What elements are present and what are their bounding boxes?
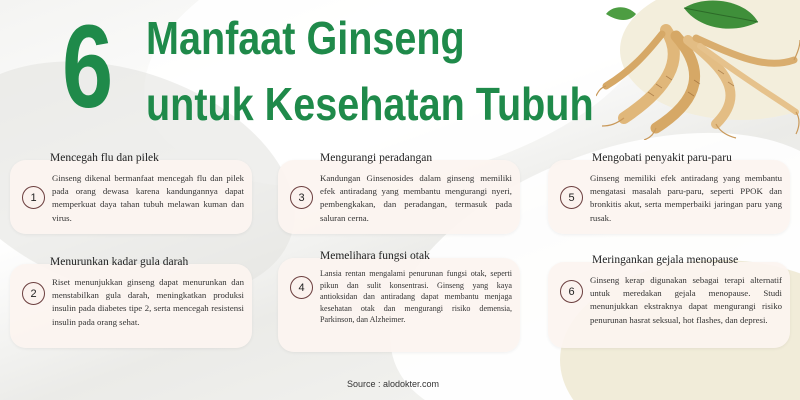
benefit-description: Ginseng memiliki efek antiradang yang membantu mengatasi masalah paru-paru, seperti PPOK dan bronkitis akut, serta memperbaiki jaringan paru yang rusak. <box>590 173 782 223</box>
benefit-number-badge: 4 <box>290 276 313 299</box>
benefit-description: Riset menunjukkan ginseng dapat menurunkan dan menstabilkan gula darah, meningkatkan produksi insulin pada diabetes tipe 2, serta mencegah resistensi insulin pada orang sehat. <box>52 277 244 327</box>
ginseng-root-illustration <box>596 0 800 140</box>
benefit-card-5 <box>548 152 790 234</box>
benefit-card-4 <box>278 250 520 352</box>
benefit-number-badge: 6 <box>560 280 583 303</box>
benefit-title: Meringankan gejala menopause <box>592 254 739 266</box>
benefit-title: Mengobati penyakit paru-paru <box>592 152 732 164</box>
benefit-description: Lansia rentan mengalami penurunan fungsi otak, seperti pikun dan sulit konsentrasi. Ginseng yang kaya antioksidan dan antiradang dapat membantu menjaga kesehatan otak dan mengurangi risiko demensia, Parkinson, dan Alzheimer. <box>320 269 512 325</box>
benefit-number-badge: 2 <box>22 282 45 305</box>
title-line-2: untuk Kesehatan Tubuh <box>146 78 594 130</box>
benefit-title: Mencegah flu dan pilek <box>50 152 159 164</box>
benefit-number-badge: 3 <box>290 186 313 209</box>
benefit-title: Memelihara fungsi otak <box>320 250 430 262</box>
benefit-card-3 <box>278 152 520 234</box>
benefit-title: Menurunkan kadar gula darah <box>50 256 189 268</box>
title-line-1: Manfaat Ginseng <box>146 12 465 64</box>
benefit-number-badge: 5 <box>560 186 583 209</box>
benefit-description: Ginseng dikenal bermanfaat mencegah flu dan pilek pada orang dewasa karena kandungannya dapat memperkuat daya tahan tubuh melawan kuman dan virus. <box>52 173 244 223</box>
benefit-card-6 <box>548 254 790 348</box>
benefit-description: Kandungan Ginsenosides dalam ginseng memiliki efek antiradang yang membantu mengurangi nyeri, pembengkakan, dan peradangan, termasuk pada saluran cerna. <box>320 173 512 223</box>
benefit-card-2 <box>10 256 252 348</box>
source-credit: Source : alodokter.com <box>346 379 440 389</box>
title-number: 6 <box>62 1 114 133</box>
benefit-number-badge: 1 <box>22 186 45 209</box>
benefit-description: Ginseng kerap digunakan sebagai terapi alternatif untuk meredakan gejala menopause. Studi menunjukkan ekstraknya dapat mengurangi risiko penurunan hasrat seksual, hot flashes, dan depresi. <box>590 275 782 325</box>
benefit-card-1 <box>10 152 252 234</box>
benefit-title: Mengurangi peradangan <box>320 152 433 164</box>
